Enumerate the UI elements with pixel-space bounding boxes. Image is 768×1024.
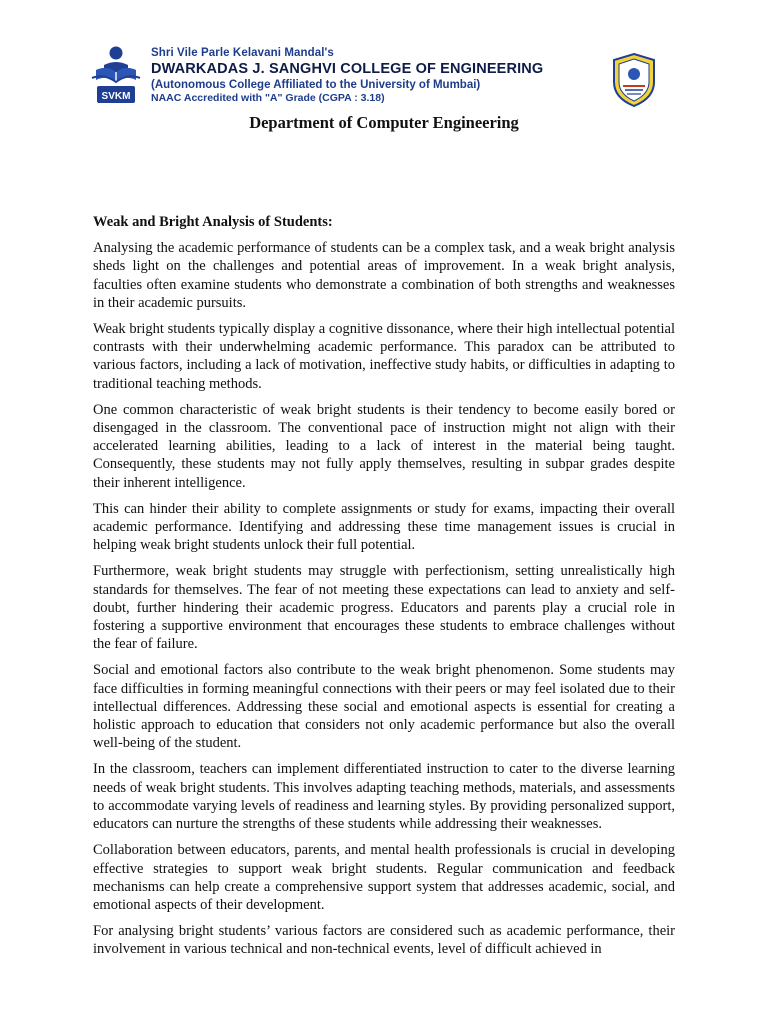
- paragraph: Social and emotional factors also contribute to the weak bright phenomenon. Some students may face difficulties in forming meaningful connections with their peers or may feel isolated due to their intellectual differences. Addressing these social and emotional aspects is essential for creating a holistic approach to education that considers not only academic performance but also the overall well-being of the student.: [93, 662, 675, 752]
- paragraph: For analysing bright students’ various factors are considered such as academic performance, their involvement in various technical and non-technical events, level of difficult achieved in: [93, 923, 675, 958]
- institution-block: [151, 46, 601, 105]
- document-body: [93, 213, 675, 967]
- paragraph: Weak bright students typically display a cognitive dissonance, where their high intellectual potential contrasts with their underwhelming academic performance. This paradox can be attributed to various factors, including a lack of motivation, ineffective study habits, or difficulties in adapting to traditional teaching methods.: [93, 321, 675, 392]
- sykm-reader-logo-icon: [88, 44, 144, 106]
- paragraph: Collaboration between educators, parents, and mental health professionals is crucial in developing effective strategies to support weak bright students. Regular communication and feedback mechanisms can help create a comprehensive support system that addresses academic, social, and emotional aspects of their development.: [93, 842, 675, 913]
- paragraph: This can hinder their ability to complete assignments or study for exams, impacting their overall academic performance. Identifying and addressing these time management issues is crucial in helping weak bright students unlock their full potential.: [93, 500, 675, 554]
- college-crest-icon: [611, 52, 657, 108]
- accreditation-line: NAAC Accredited with "A" Grade (CGPA : 3.18): [151, 92, 385, 104]
- affiliation-line: (Autonomous College Affiliated to the University of Mumbai): [151, 79, 481, 91]
- section-heading: Weak and Bright Analysis of Students:: [93, 214, 333, 230]
- trust-name: Shri Vile Parle Kelavani Mandal's: [151, 47, 334, 59]
- paragraph: In the classroom, teachers can implement differentiated instruction to cater to the diverse learning needs of weak bright students. This involves adapting teaching methods, materials, and assessments to accommodate varying levels of readiness and learning styles. By providing personalized support, educators can nurture the strengths of these students while addressing their weaknesses.: [93, 761, 675, 833]
- paragraph: One common characteristic of weak bright students is their tendency to become easily bored or disengaged in the classroom. The conventional pace of instruction might not align with their accelerated learning abilities, leading to a lack of interest in the material being taught. Consequently, these students may not fully apply themselves, resulting in subpar grades despite their inherent intelligence.: [93, 401, 675, 491]
- logo-svkm-text: SVKM: [101, 91, 131, 102]
- paragraph: Analysing the academic performance of students can be a complex task, and a weak bright analysis sheds light on the challenges and potential areas of improvement. In a weak bright analysis, faculties often examine students who demonstrate a combination of both strengths and weaknesses in their academic pursuits.: [93, 240, 675, 311]
- college-name: DWARKADAS J. SANGHVI COLLEGE OF ENGINEERING: [151, 61, 544, 77]
- letterhead: [0, 0, 768, 132]
- department-title: Department of Computer Engineering: [249, 113, 519, 132]
- paragraph: Furthermore, weak bright students may struggle with perfectionism, setting unrealistically high standards for themselves. The fear of not meeting these expectations can lead to anxiety and self-doubt, further hindering their academic progress. Educators and parents play a crucial role in fostering a supportive environment that encourages these students to embrace challenges without the fear of failure.: [93, 563, 675, 653]
